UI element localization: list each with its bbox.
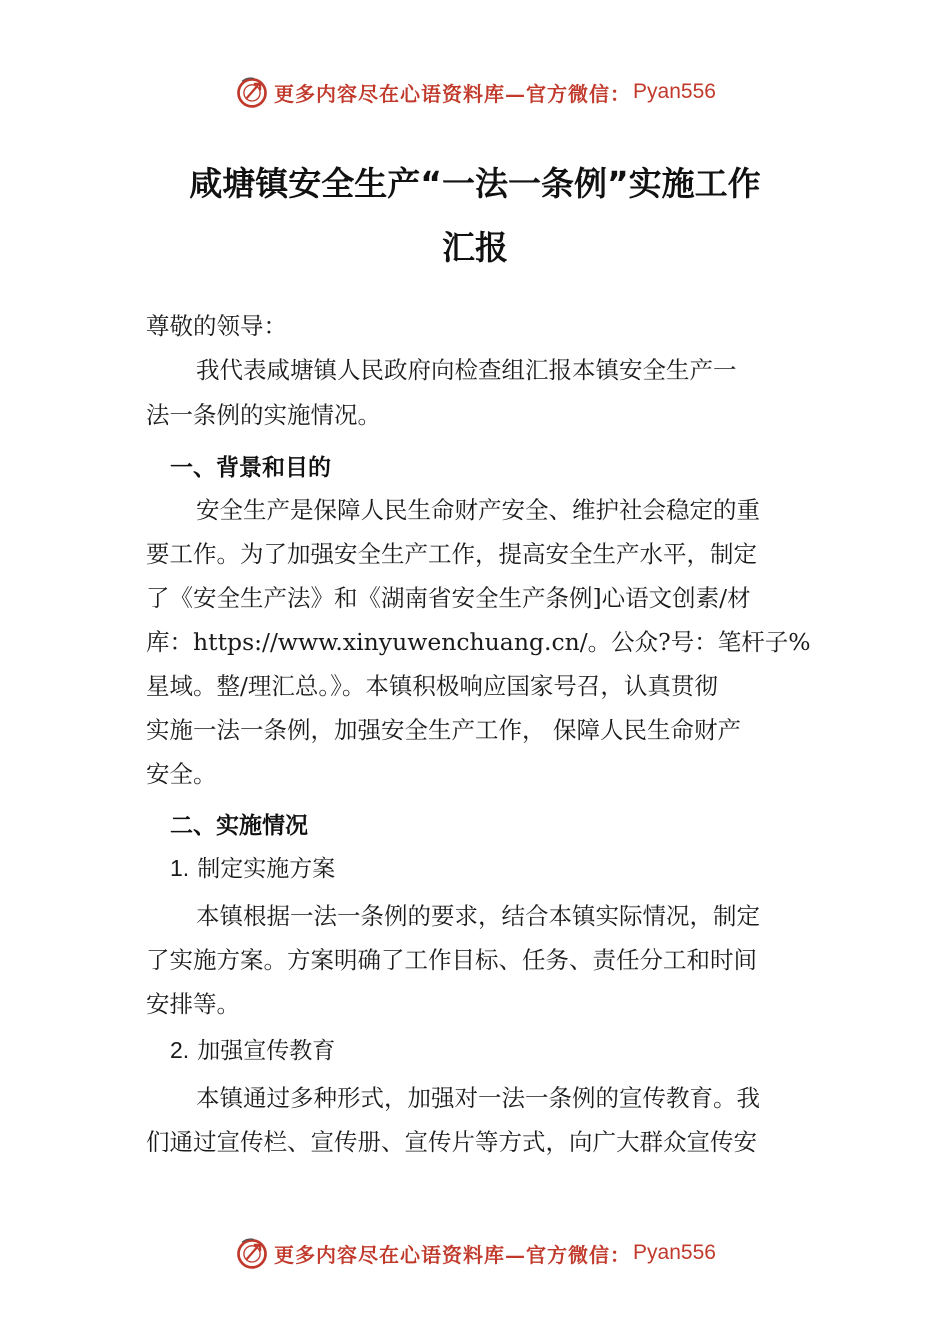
seal-logo-icon bbox=[234, 1235, 270, 1271]
numbered-item-1 bbox=[170, 852, 335, 885]
seal-logo-icon bbox=[234, 74, 270, 110]
item-title: 制定实施方案 bbox=[197, 856, 336, 882]
paragraph-line: 库：https://www.xinyuwenchuang.cn/。公众?号：笔杆子% bbox=[146, 628, 811, 656]
paragraph-line: 了《安全生产法》和《湖南省安全生产条例]心语文创素/材 bbox=[146, 584, 751, 612]
paragraph-line: 本镇通过多种形式，加强对一法一条例的宣传教育。我 bbox=[196, 1084, 760, 1112]
numbered-item-2 bbox=[170, 1034, 335, 1067]
paragraph-line: 实施一法一条例，加强安全生产工作， 保障人民生命财产 bbox=[146, 716, 741, 744]
intro-line: 法一条例的实施情况。 bbox=[146, 401, 381, 429]
paragraph-line: 安全生产是保障人民生命财产安全、维护社会稳定的重 bbox=[196, 496, 760, 524]
salutation: 尊敬的领导： bbox=[146, 312, 287, 340]
paragraph-line: 本镇根据一法一条例的要求，结合本镇实际情况，制定 bbox=[196, 902, 760, 930]
intro-line: 我代表咸塘镇人民政府向检查组汇报本镇安全生产一 bbox=[196, 356, 737, 384]
watermark-wechat-id: Pyan556 bbox=[633, 1241, 716, 1264]
paragraph-line: 安全。 bbox=[146, 760, 217, 788]
paragraph-line: 安排等。 bbox=[146, 990, 240, 1018]
document-title: 咸塘镇安全生产“一法一条例”实施工作 bbox=[189, 164, 761, 203]
footer-watermark bbox=[0, 1233, 950, 1273]
section-heading-implementation: 二、实施情况 bbox=[170, 813, 308, 839]
item-number: 1. bbox=[170, 855, 190, 881]
item-number: 2. bbox=[170, 1037, 190, 1063]
paragraph-line: 要工作。为了加强安全生产工作，提高安全生产水平，制定 bbox=[146, 540, 757, 568]
watermark-wechat-id: Pyan556 bbox=[633, 80, 716, 103]
paragraph-line: 们通过宣传栏、宣传册、宣传片等方式，向广大群众宣传安 bbox=[146, 1128, 757, 1156]
paragraph-line: 了实施方案。方案明确了工作目标、任务、责任分工和时间 bbox=[146, 946, 757, 974]
paragraph-line: 星域。整/理汇总。》。本镇积极响应国家号召，认真贯彻 bbox=[146, 672, 718, 700]
watermark-text: 更多内容尽在心语资料库—官方微信： bbox=[274, 81, 632, 106]
item-title: 加强宣传教育 bbox=[197, 1038, 336, 1064]
header-watermark bbox=[0, 72, 950, 112]
document-title-continued: 汇报 bbox=[442, 228, 508, 267]
watermark-text: 更多内容尽在心语资料库—官方微信： bbox=[274, 1242, 632, 1267]
section-heading-background: 一、背景和目的 bbox=[170, 455, 331, 481]
